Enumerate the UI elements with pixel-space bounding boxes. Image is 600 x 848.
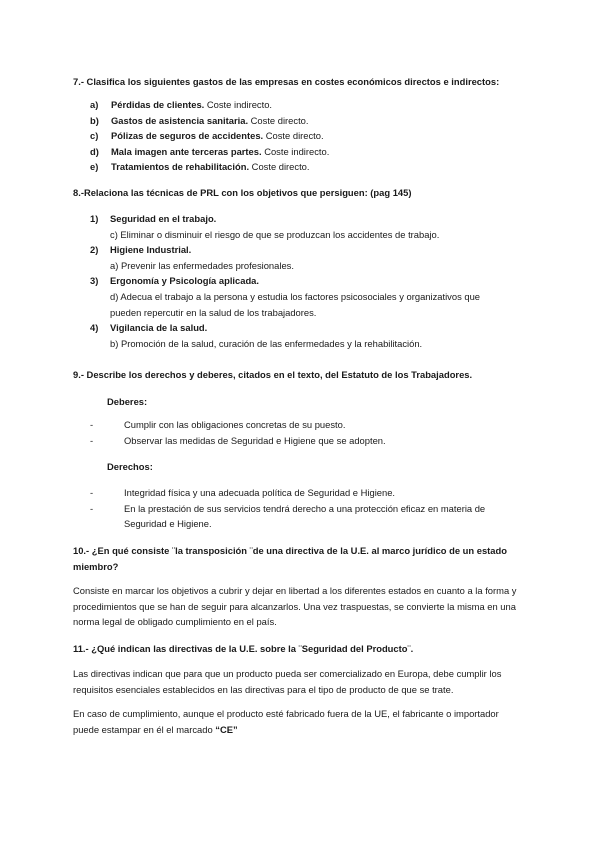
answer-11-paragraph-2 <box>73 706 523 737</box>
item-desc: Coste directo. <box>249 161 310 173</box>
answer-11-paragraph-1: Las directivas indican que para que un producto pueda ser comercializado en Europa, debe cumplir los requisitos esenciales establecidos en las directivas para el tipo de producto de que se trate. <box>73 668 502 695</box>
item-text: Observar las medidas de Seguridad e Higiene que se adopten. <box>124 434 386 446</box>
item-desc: Coste directo. <box>248 114 309 126</box>
list-marker: c) <box>90 130 99 142</box>
dash-marker: - <box>90 434 94 446</box>
item-desc: Coste indirecto. <box>204 99 273 110</box>
list-marker: 2) <box>90 244 99 256</box>
question-8-title: 8.-Relaciona las técnicas de PRL con los objetivos que persiguen: (pag 145) <box>73 187 412 198</box>
question-11-title: 11.- ¿Qué indican las directivas de la U.E. sobre la ¨Seguridad del Producto¨. <box>73 643 414 654</box>
list-marker: a) <box>90 99 99 110</box>
answer-10: Consiste en marcar los objetivos a cubrir y dejar en libertad a los diferentes estados en cuanto a la forma y procedimientos que se han de seguir para alcanzarlos. Una vez traspuestas, se convierte la misma en una norma legal de obligado cumplimiento en el país. <box>73 585 517 628</box>
item-desc: a) Prevenir las enfermedades profesionales. <box>110 259 294 271</box>
item-text: Integridad física y una adecuada política de Seguridad e Higiene. <box>124 487 396 498</box>
item-term: Vigilancia de la salud. <box>110 322 208 334</box>
item-term: Ergonomía y Psicología aplicada. <box>110 275 260 287</box>
item-term: Higiene Industrial. <box>110 244 192 256</box>
item-desc: Coste indirecto. <box>261 145 330 157</box>
derechos-list <box>90 485 500 532</box>
q7-list <box>90 97 510 175</box>
dash-marker: - <box>90 502 94 514</box>
list-item <box>90 128 510 144</box>
list-item <box>90 320 500 351</box>
item-desc: c) Eliminar o disminuir el riesgo de que se produzcan los accidentes de trabajo. <box>110 228 440 240</box>
item-desc: d) Adecua el trabajo a la persona y estudia los factores psicosociales y organizativos que pueden repercutir en la salud de los trabajadores. <box>110 290 481 318</box>
list-marker: b) <box>90 114 99 126</box>
item-term: Gastos de asistencia sanitaria. <box>111 114 249 126</box>
item-desc: Coste directo. <box>263 130 324 142</box>
list-item <box>90 159 510 175</box>
item-term: Pólizas de seguros de accidentes. <box>111 130 264 142</box>
list-item <box>90 242 500 273</box>
deberes-list <box>90 417 510 448</box>
q8-list <box>90 211 500 351</box>
answer-11-text: En caso de cumplimiento, aunque el producto esté fabricado fuera de la UE, el fabricante o importador puede estampar en él el marcado <box>73 708 499 735</box>
list-item <box>90 501 500 532</box>
deberes-heading: Deberes: <box>107 396 148 407</box>
list-item <box>90 273 500 320</box>
list-marker: 4) <box>90 322 99 334</box>
item-text: Cumplir con las obligaciones concretas de su puesto. <box>124 419 346 430</box>
question-9-title: 9.- Describe los derechos y deberes, citados en el texto, del Estatuto de los Trabajadores. <box>73 369 473 380</box>
dash-marker: - <box>90 487 94 498</box>
list-marker: 1) <box>90 213 99 224</box>
question-7-title: 7.- Clasifica los siguientes gastos de las empresas en costes económicos directos e indirectos: <box>73 76 500 87</box>
list-item <box>90 433 510 449</box>
ce-mark: “CE” <box>215 723 238 735</box>
list-item <box>90 485 500 501</box>
list-marker: d) <box>90 145 99 157</box>
list-item <box>90 113 510 129</box>
item-term: Tratamientos de rehabilitación. <box>111 161 250 173</box>
list-marker: 3) <box>90 275 99 287</box>
item-term: Mala imagen ante terceras partes. <box>111 145 262 157</box>
list-item <box>90 144 510 160</box>
derechos-heading: Derechos: <box>107 461 153 472</box>
item-desc: b) Promoción de la salud, curación de las enfermedades y la rehabilitación. <box>110 337 423 349</box>
list-item <box>90 97 510 113</box>
dash-marker: - <box>90 419 94 430</box>
list-item <box>90 417 510 433</box>
item-term: Pérdidas de clientes. <box>111 99 205 110</box>
question-10-title: 10.- ¿En qué consiste ¨la transposición ¨de una directiva de la U.E. al marco jurídico de un estado miembro? <box>73 545 507 572</box>
list-item <box>90 211 500 242</box>
item-text: En la prestación de sus servicios tendrá derecho a una protección eficaz en materia de Seguridad e Higiene. <box>124 502 486 530</box>
list-marker: e) <box>90 161 99 173</box>
item-term: Seguridad en el trabajo. <box>110 213 217 224</box>
